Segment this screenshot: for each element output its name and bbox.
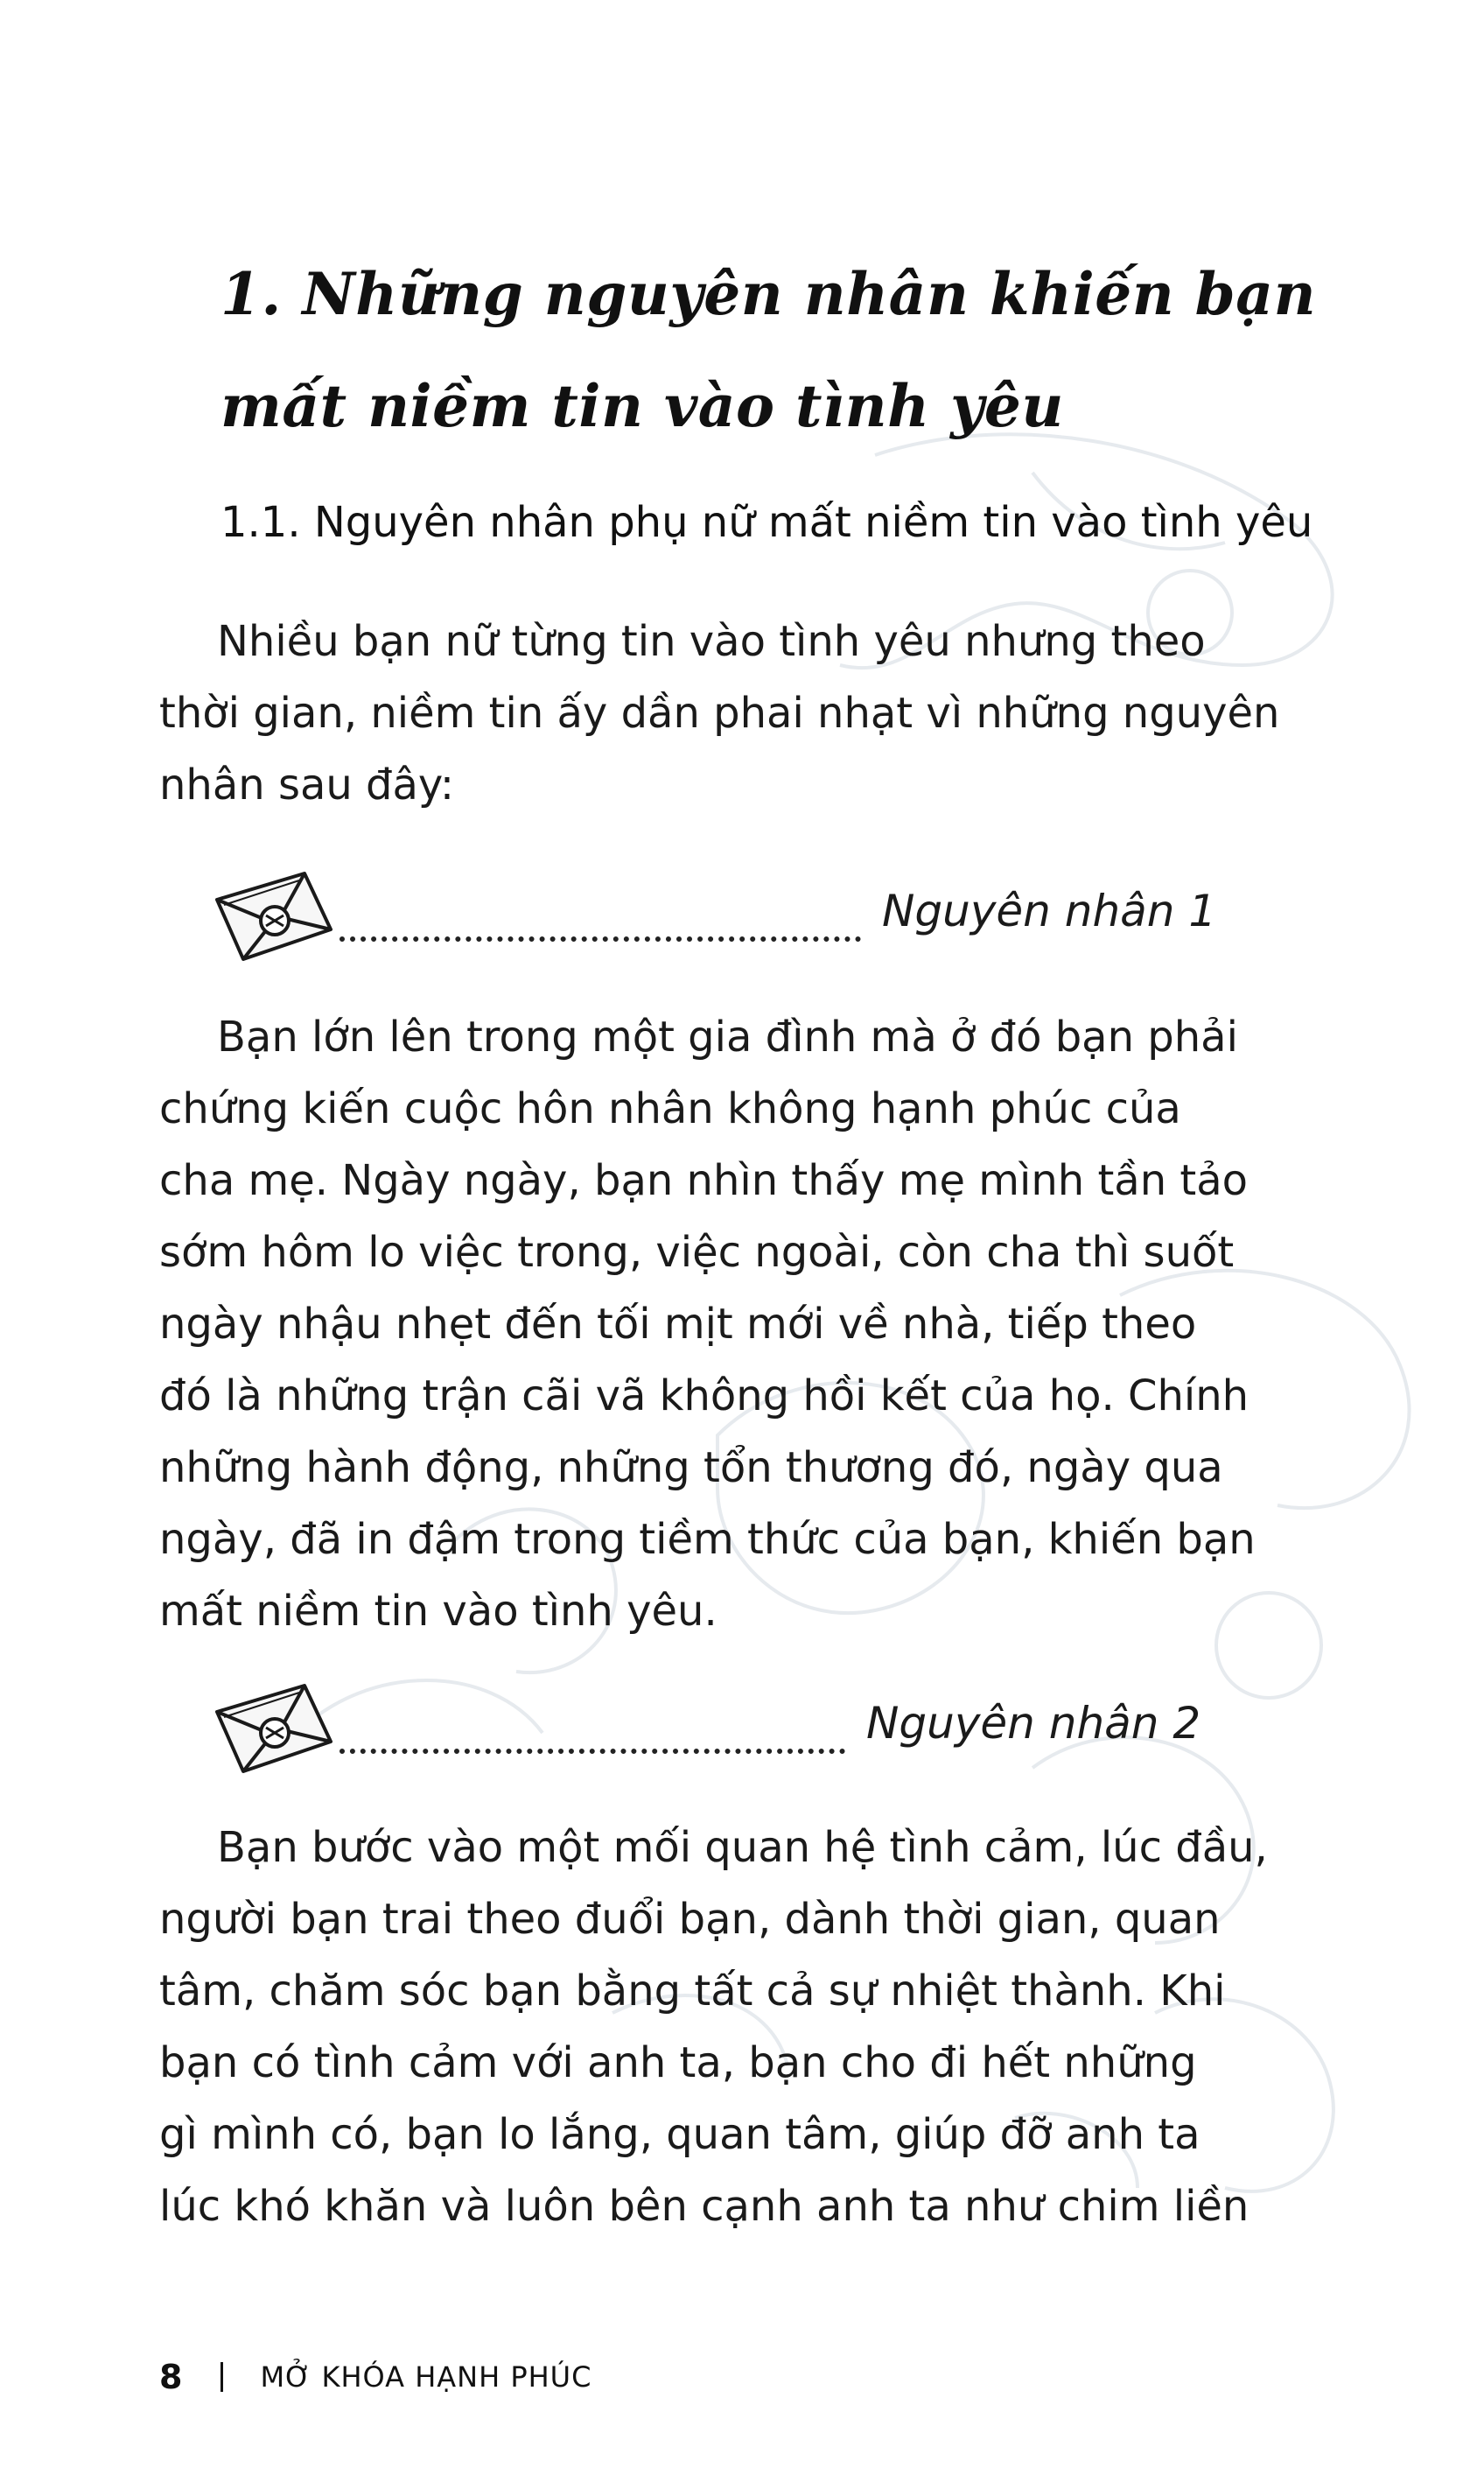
- paragraph-line: gì mình có, bạn lo lắng, quan tâm, giúp đỡ anh ta: [159, 2110, 1200, 2159]
- section-label-1: Nguyên nhân 1: [882, 886, 1217, 936]
- page-number: 8: [159, 2358, 183, 2396]
- envelope-icon: [208, 868, 340, 964]
- envelope-icon: [208, 1680, 340, 1777]
- section-marker-1: [208, 868, 1346, 964]
- paragraph-line: Bạn lớn lên trong một gia đình mà ở đó bạn phải: [217, 1013, 1238, 1062]
- page-footer: [159, 2351, 592, 2403]
- paragraph-line: những hành động, những tổn thương đó, ngày qua: [159, 1443, 1223, 1492]
- page-title: [220, 238, 1384, 462]
- paragraph-line: bạn có tình cảm với anh ta, bạn cho đi hết những: [159, 2038, 1197, 2087]
- intro-paragraph: [159, 606, 1419, 821]
- section-marker-2: [208, 1680, 1346, 1777]
- paragraph-line: người bạn trai theo đuổi bạn, dành thời gian, quan: [159, 1895, 1221, 1944]
- leader-dots: [340, 936, 861, 942]
- page-title-line-1: 1. Những nguyên nhân khiến bạn: [220, 260, 1317, 328]
- paragraph-line: đó là những trận cãi vã không hồi kết của họ. Chính: [159, 1371, 1250, 1420]
- section-2-paragraph: [159, 1812, 1419, 2242]
- paragraph-line: Nhiều bạn nữ từng tin vào tình yêu nhưng theo: [217, 617, 1206, 666]
- section-subheading: 1.1. Nguyên nhân phụ nữ mất niềm tin vào tình yêu: [220, 498, 1313, 547]
- paragraph-line: ngày nhậu nhẹt đến tối mịt mới về nhà, tiếp theo: [159, 1300, 1197, 1349]
- leader-dots: [340, 1749, 845, 1754]
- footer-separator: [220, 2362, 223, 2392]
- section-label-2: Nguyên nhân 2: [866, 1698, 1201, 1749]
- paragraph-line: lúc khó khăn và luôn bên cạnh anh ta như chim liền: [159, 2182, 1250, 2231]
- page-title-line-2: mất niềm tin vào tình yêu: [220, 372, 1064, 440]
- paragraph-line: sớm hôm lo việc trong, việc ngoài, còn cha thì suốt: [159, 1228, 1235, 1277]
- section-1-paragraph: [159, 1001, 1419, 1647]
- paragraph-line: nhân sau đây:: [159, 761, 455, 810]
- paragraph-line: chứng kiến cuộc hôn nhân không hạnh phúc của: [159, 1084, 1181, 1133]
- paragraph-line: mất niềm tin vào tình yêu.: [159, 1587, 718, 1636]
- paragraph-line: tâm, chăm sóc bạn bằng tất cả sự nhiệt thành. Khi: [159, 1967, 1226, 2016]
- paragraph-line: cha mẹ. Ngày ngày, bạn nhìn thấy mẹ mình tần tảo: [159, 1156, 1248, 1205]
- paragraph-line: thời gian, niềm tin ấy dần phai nhạt vì những nguyên: [159, 689, 1280, 738]
- paragraph-line: Bạn bước vào một mối quan hệ tình cảm, lúc đầu,: [217, 1823, 1268, 1872]
- paragraph-line: ngày, đã in đậm trong tiềm thức của bạn, khiến bạn: [159, 1515, 1256, 1564]
- book-title: MỞ KHÓA HẠNH PHÚC: [260, 2360, 592, 2394]
